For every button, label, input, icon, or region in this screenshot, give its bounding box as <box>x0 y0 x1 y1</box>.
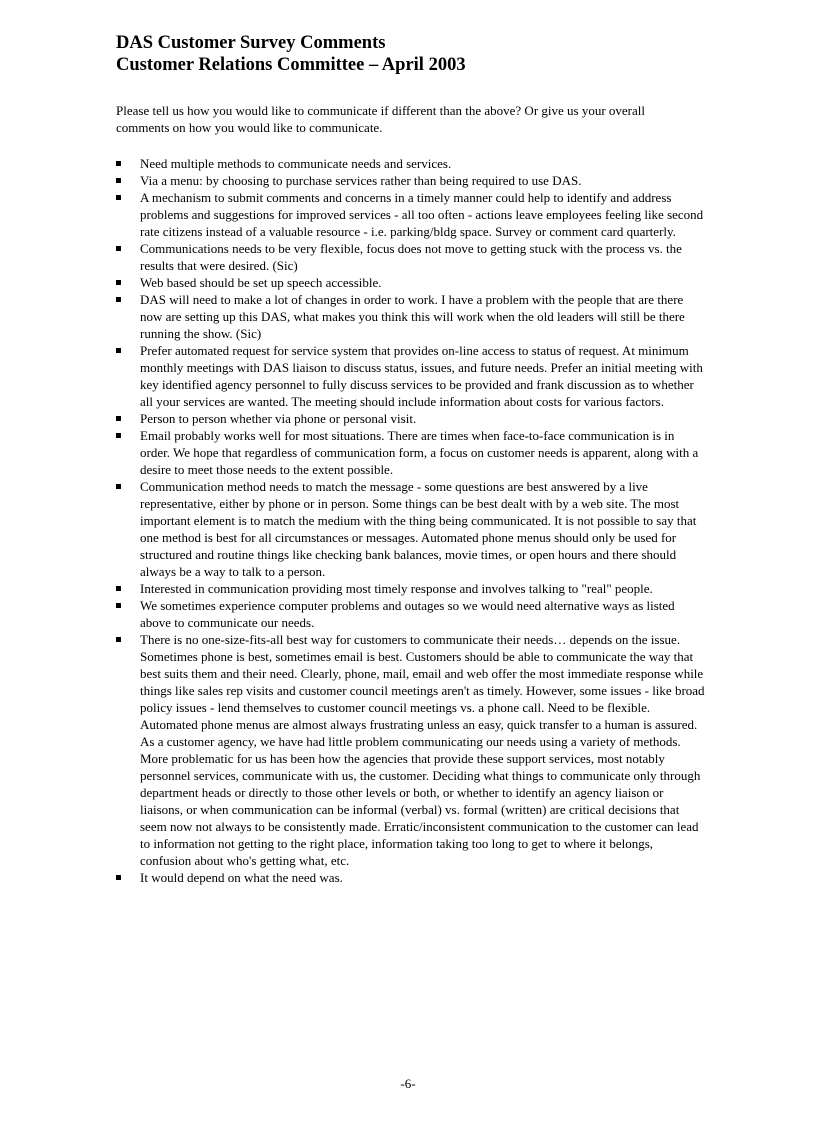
square-bullet-icon <box>116 433 121 438</box>
square-bullet-icon <box>116 416 121 421</box>
list-item <box>116 869 706 886</box>
square-bullet-icon <box>116 637 121 642</box>
comment-text: It would depend on what the need was. <box>140 870 343 885</box>
title-line-1: DAS Customer Survey Comments <box>116 33 386 53</box>
square-bullet-icon <box>116 875 121 880</box>
square-bullet-icon <box>116 484 121 489</box>
comment-text: A mechanism to submit comments and concerns in a timely manner could help to identify and address problems and suggestions for improved services - all too often - actions leave employees feeling like second rate citizens instead of a valuable resource - i.e. parking/bldg space. Survey or comment card quarterly. <box>140 190 704 239</box>
list-item <box>116 478 706 580</box>
comment-text: Communications needs to be very flexible, focus does not move to getting stuck with the process vs. the results that were desired. (Sic) <box>140 241 682 273</box>
comment-text: Need multiple methods to communicate needs and services. <box>140 156 452 171</box>
document-page <box>116 32 706 886</box>
list-item <box>116 274 706 291</box>
list-item <box>116 580 706 597</box>
list-item <box>116 410 706 427</box>
comment-text: DAS will need to make a lot of changes in order to work. I have a problem with the people that are there now are setting up this DAS, what makes you think this will work when the old leaders will still be there running the show. (Sic) <box>140 292 685 341</box>
comment-list <box>116 155 706 886</box>
survey-question: Please tell us how you would like to communicate if different than the above? Or give us your overall comments on how you would like to communicate. <box>116 103 646 135</box>
square-bullet-icon <box>116 280 121 285</box>
comment-text: Email probably works well for most situations. There are times when face-to-face communication is in order. We hope that regardless of communication form, a focus on customer needs is apparent, along with a desire to meet those needs to the extent possible. <box>140 428 699 477</box>
list-item <box>116 631 706 869</box>
comment-text: Interested in communication providing most timely response and involves talking to "real" people. <box>140 581 653 596</box>
comment-text: Web based should be set up speech accessible. <box>140 275 382 290</box>
list-item <box>116 597 706 631</box>
square-bullet-icon <box>116 297 121 302</box>
list-item <box>116 172 706 189</box>
list-item <box>116 189 706 240</box>
comment-text: Prefer automated request for service system that provides on-line access to status of request. At minimum monthly meetings with DAS liaison to discuss status, issues, and future needs. Prefer an initial meeting with key identified agency personnel to fully discuss services to be provided and frank discussion as to whether all your services are wanted. The meeting should include information about costs for various factors. <box>140 343 703 409</box>
comment-text: Via a menu: by choosing to purchase services rather than being required to use DAS. <box>140 173 582 188</box>
square-bullet-icon <box>116 586 121 591</box>
list-item <box>116 342 706 410</box>
square-bullet-icon <box>116 603 121 608</box>
comment-text: There is no one-size-fits-all best way for customers to communicate their needs… depends on the issue. Sometimes phone is best, sometimes email is best. Customers should be able to communicate the way that best suits them and their need. Clearly, phone, mail, email and web offer the most immediate response while things like sales rep visits and customer council meetings aren't as timely. However, some issues - like broad policy issues - lend themselves to customer council meetings vs. a phone call. Need to be flexible. Automated phone menus are almost always frustrating unless an easy, quick transfer to a human is assured. As a customer agency, we have had little problem communicating our needs using a variety of methods. More problematic for us has been how the agencies that provide these support services, most notably personnel services, communicate with us, the customer. Deciding what things to communicate only through department heads or directly to those other levels or both, or whether to identify an agency liaison or liaisons, or when communication can be informal (verbal) vs. formal (written) are critical decisions that seem now not always to be consistently made. Erratic/inconsistent communication to the customer can lead to information not getting to the right place, information taking too long to get to where it belongs, confusion about who's getting what, etc. <box>140 632 705 868</box>
list-item <box>116 291 706 342</box>
title-line-2: Customer Relations Committee – April 2003 <box>116 55 466 75</box>
comment-text: Communication method needs to match the message - some questions are best answered by a live representative, either by phone or in person. Some things can be best dealt with by a web site. The most important element is to match the medium with the thing being communicated. It is not possible to say that one method is best for all circumstances or messages. Automated phone menus should only be used for structured and routine things like checking bank balances, movie times, or open hours and there should always be a way to talk to a person. <box>140 479 697 579</box>
square-bullet-icon <box>116 161 121 166</box>
comment-text: Person to person whether via phone or personal visit. <box>140 411 417 426</box>
list-item <box>116 427 706 478</box>
list-item <box>116 155 706 172</box>
list-item <box>116 240 706 274</box>
square-bullet-icon <box>116 195 121 200</box>
comment-text: We sometimes experience computer problems and outages so we would need alternative ways as listed above to communicate our needs. <box>140 598 675 630</box>
document-title <box>116 32 706 76</box>
square-bullet-icon <box>116 348 121 353</box>
page-number: -6- <box>400 1076 416 1091</box>
square-bullet-icon <box>116 246 121 251</box>
square-bullet-icon <box>116 178 121 183</box>
